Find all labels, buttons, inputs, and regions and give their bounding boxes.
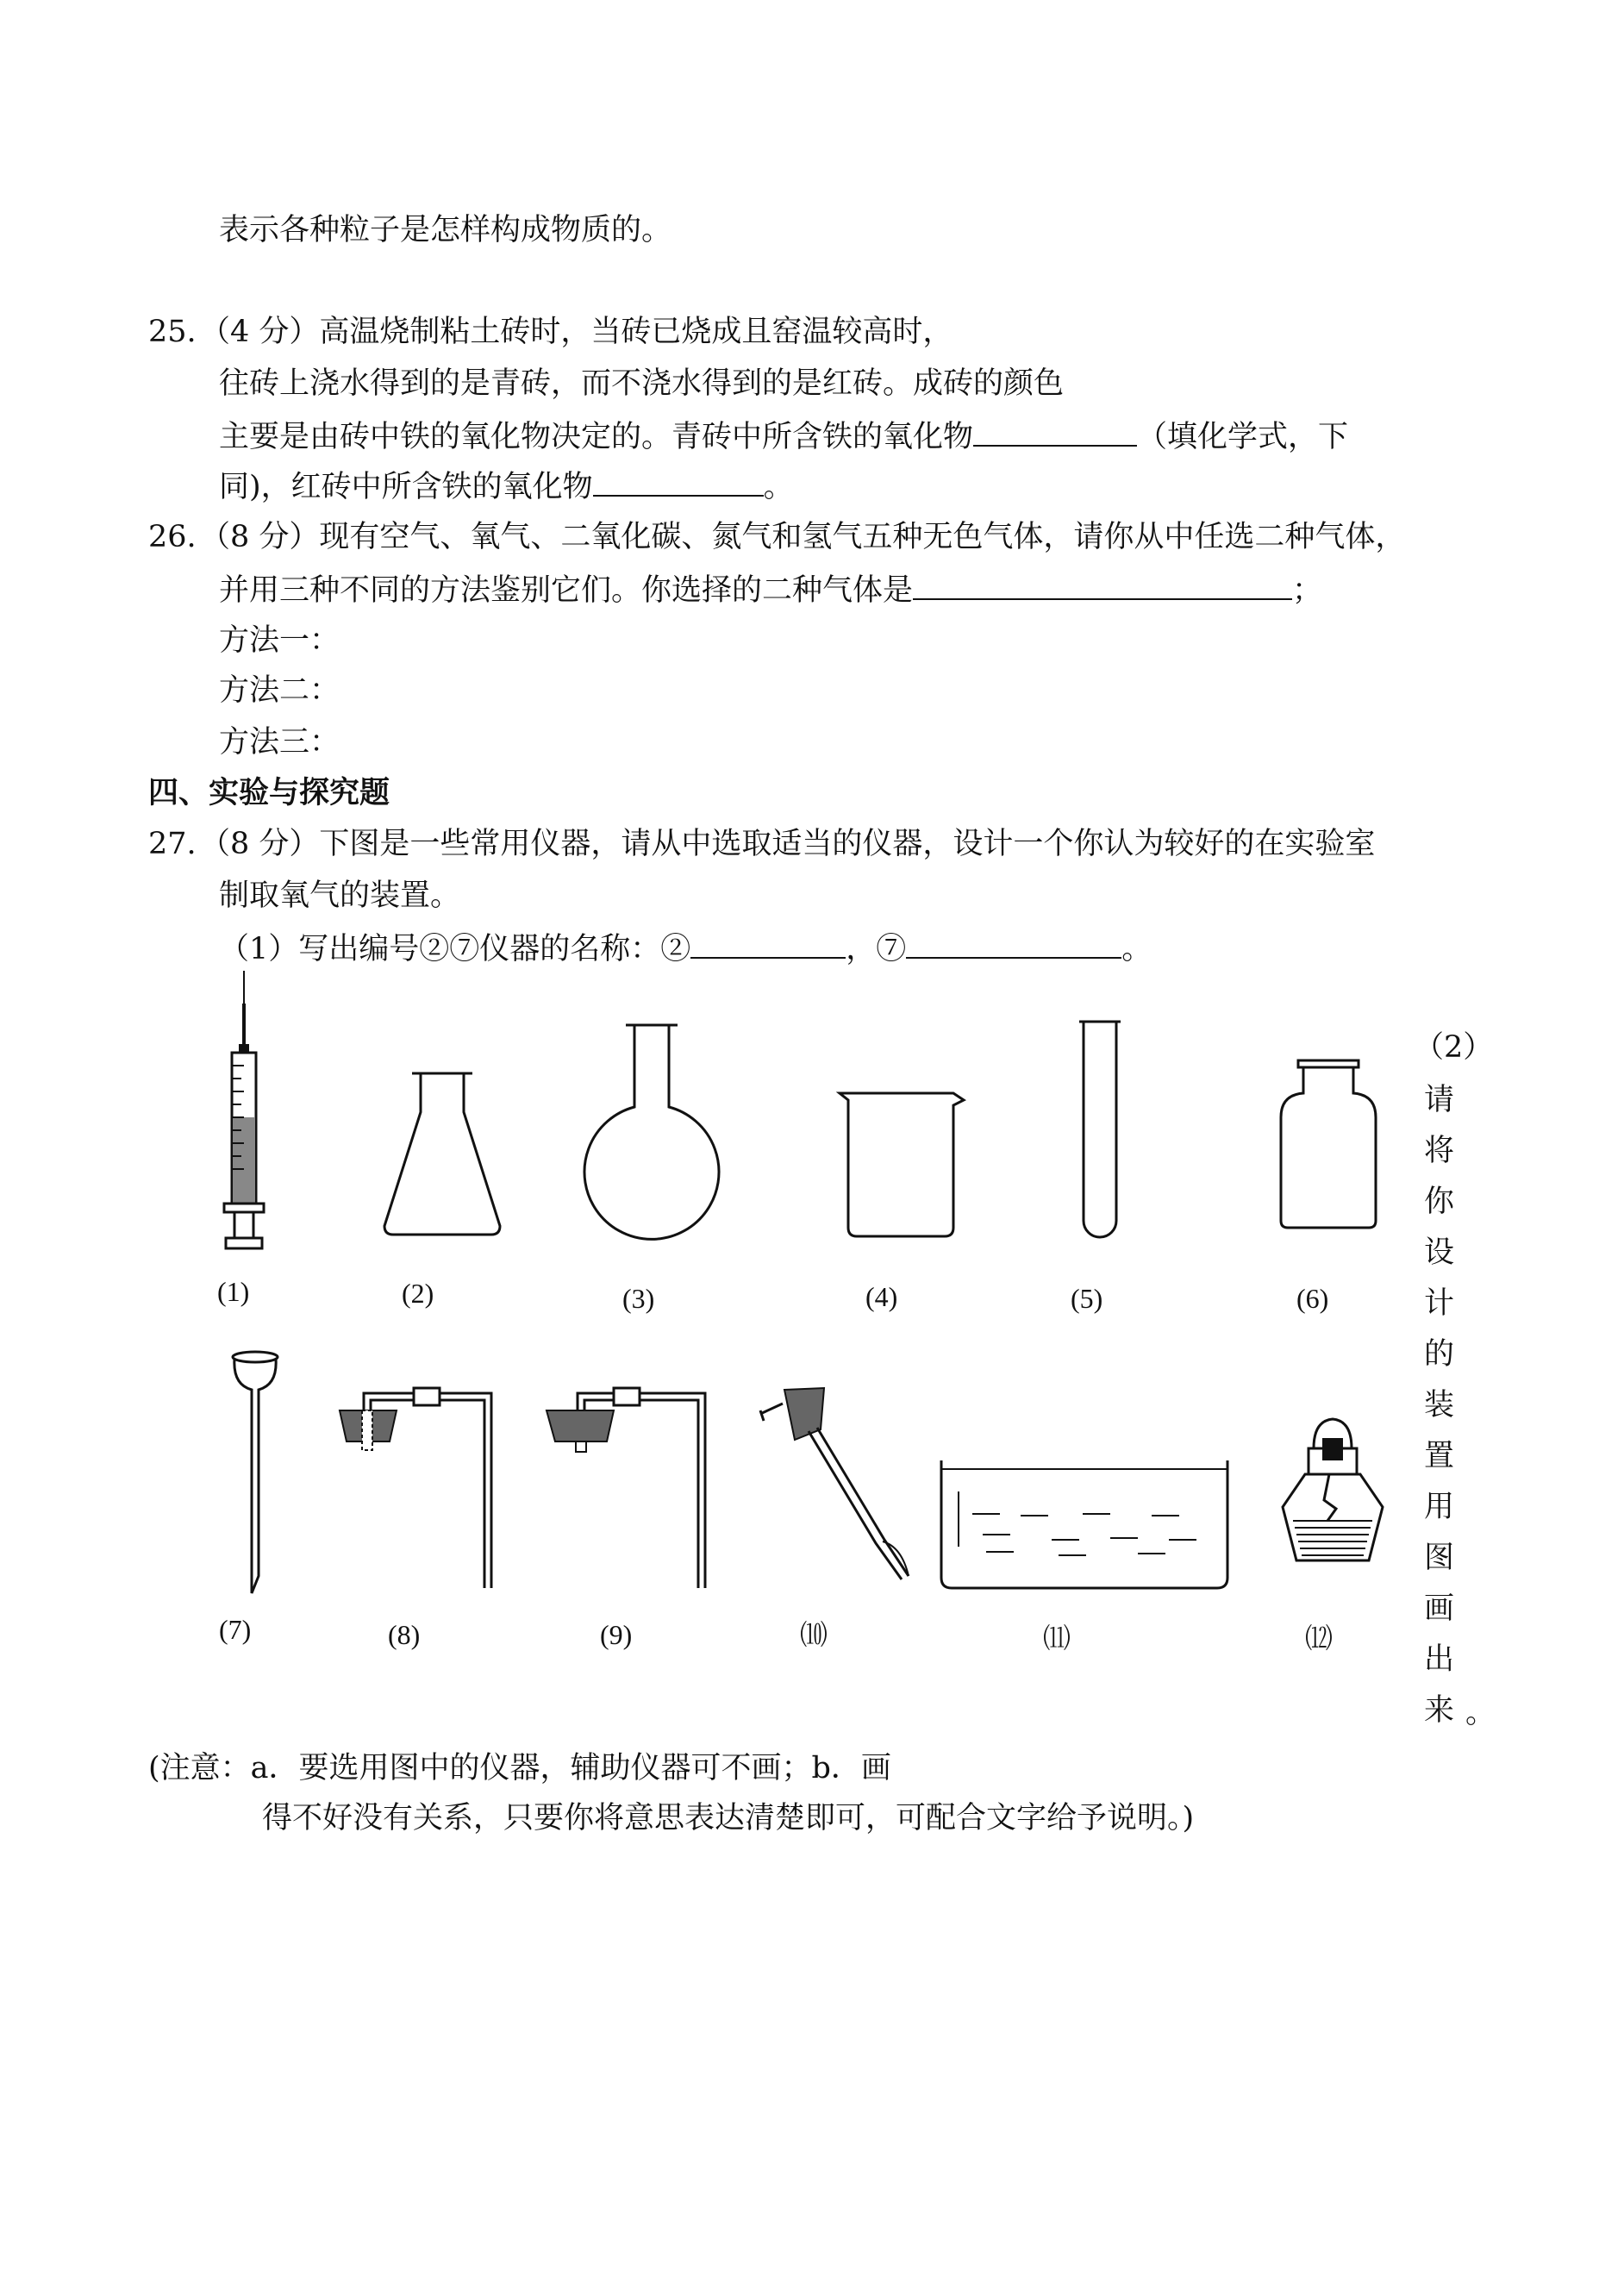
text-line: 表示各种粒子是怎样构成物质的。 [219, 213, 672, 247]
figure-label: (4) [865, 1281, 898, 1312]
side-text-end: 。 [1465, 1696, 1496, 1730]
answer-blank[interactable] [913, 569, 1292, 600]
question-number: 25. [148, 315, 197, 349]
beaker-icon [833, 1088, 971, 1243]
question-27-text: （1）写出编号②⑦仪器的名称：② ，⑦ 。 [219, 928, 1152, 969]
side-text-char: 图 [1424, 1541, 1455, 1575]
thistle-funnel-icon [226, 1350, 295, 1600]
conical-flask-icon [378, 1069, 507, 1241]
figure-label: (9) [600, 1619, 633, 1650]
water-trough-icon [938, 1457, 1231, 1595]
bent-tube-stopper-icon [328, 1373, 509, 1597]
figure-label: (8) [388, 1619, 421, 1650]
side-text-char: 将 [1424, 1134, 1455, 1168]
figure-label: (1) [217, 1276, 250, 1307]
question-number: 27. [148, 827, 197, 861]
side-text-char: 的 [1424, 1337, 1455, 1372]
reagent-bottle-icon [1272, 1057, 1384, 1238]
figure-label: ⑿ [1305, 1623, 1334, 1654]
side-text-char: 画 [1424, 1591, 1455, 1626]
question-25-text: 主要是由砖中铁的氧化物决定的。青砖中所含铁的氧化物 （填化学式，下 [219, 416, 1348, 457]
side-text-char: 出 [1424, 1642, 1455, 1677]
round-bottom-flask-icon [581, 1021, 728, 1245]
question-25-text: （4 分）高温烧制粘土砖时，当砖已烧成且窑温较高时， [200, 315, 953, 349]
figure-label: (6) [1296, 1283, 1329, 1314]
note-line: (注意：a．要选用图中的仪器，辅助仪器可不画；b．画 [148, 1751, 891, 1785]
side-text-char: 你 [1424, 1185, 1455, 1219]
figure-label: ⑽ [800, 1619, 828, 1650]
question-25-text: 往砖上浇水得到的是青砖，而不浇水得到的是红砖。成砖的颜色 [219, 366, 1065, 401]
side-text-char: 设 [1424, 1235, 1455, 1270]
figure-label: (2) [402, 1278, 434, 1309]
answer-blank[interactable] [973, 416, 1137, 447]
question-25-text: 同)，红砖中所含铁的氧化物 。 [219, 466, 794, 507]
side-text-char: 请 [1424, 1083, 1455, 1117]
question-number: 26. [148, 520, 197, 554]
section-heading: 四、实验与探究题 [148, 776, 390, 810]
question-27-text: 制取氧气的装置。 [219, 879, 461, 913]
side-text-char: 装 [1424, 1388, 1455, 1423]
question-27-text: （8 分）下图是一些常用仪器，请从中选取适当的仪器，设计一个你认为较好的在实验室 [200, 827, 1376, 861]
side-text-char: 来 [1424, 1693, 1455, 1728]
answer-blank[interactable] [690, 928, 846, 959]
answer-blank[interactable] [593, 466, 764, 497]
note-line: 得不好没有关系，只要你将意思表达清楚即可，可配合文字给予说明。) [262, 1801, 1195, 1835]
figure-label: ⑾ [1043, 1623, 1071, 1654]
question-26-text: 并用三种不同的方法鉴别它们。你选择的二种气体是 ； [219, 569, 1322, 610]
test-tube-icon [1071, 1017, 1131, 1250]
side-text-char: 计 [1424, 1286, 1455, 1321]
side-text-top: （2） [1414, 1030, 1494, 1065]
question-26-text: （8 分）现有空气、氧气、二氧化碳、氮气和氢气五种无色气体，请你从中任选二种气体， [200, 520, 1406, 554]
figure-label: (3) [622, 1283, 655, 1314]
side-text-char: 用 [1424, 1490, 1455, 1524]
syringe-icon [215, 971, 276, 1255]
alcohol-lamp-icon [1279, 1414, 1391, 1578]
answer-blank[interactable] [906, 928, 1121, 959]
side-text-char: 置 [1424, 1439, 1455, 1473]
figure-label: (7) [219, 1614, 252, 1645]
method-line: 方法二： [219, 673, 340, 708]
bent-tube-stopper-icon [541, 1373, 722, 1597]
figure-label: (5) [1071, 1283, 1103, 1314]
method-line: 方法三： [219, 725, 340, 760]
angled-tube-stopper-icon [755, 1379, 928, 1586]
method-line: 方法一： [219, 623, 340, 658]
